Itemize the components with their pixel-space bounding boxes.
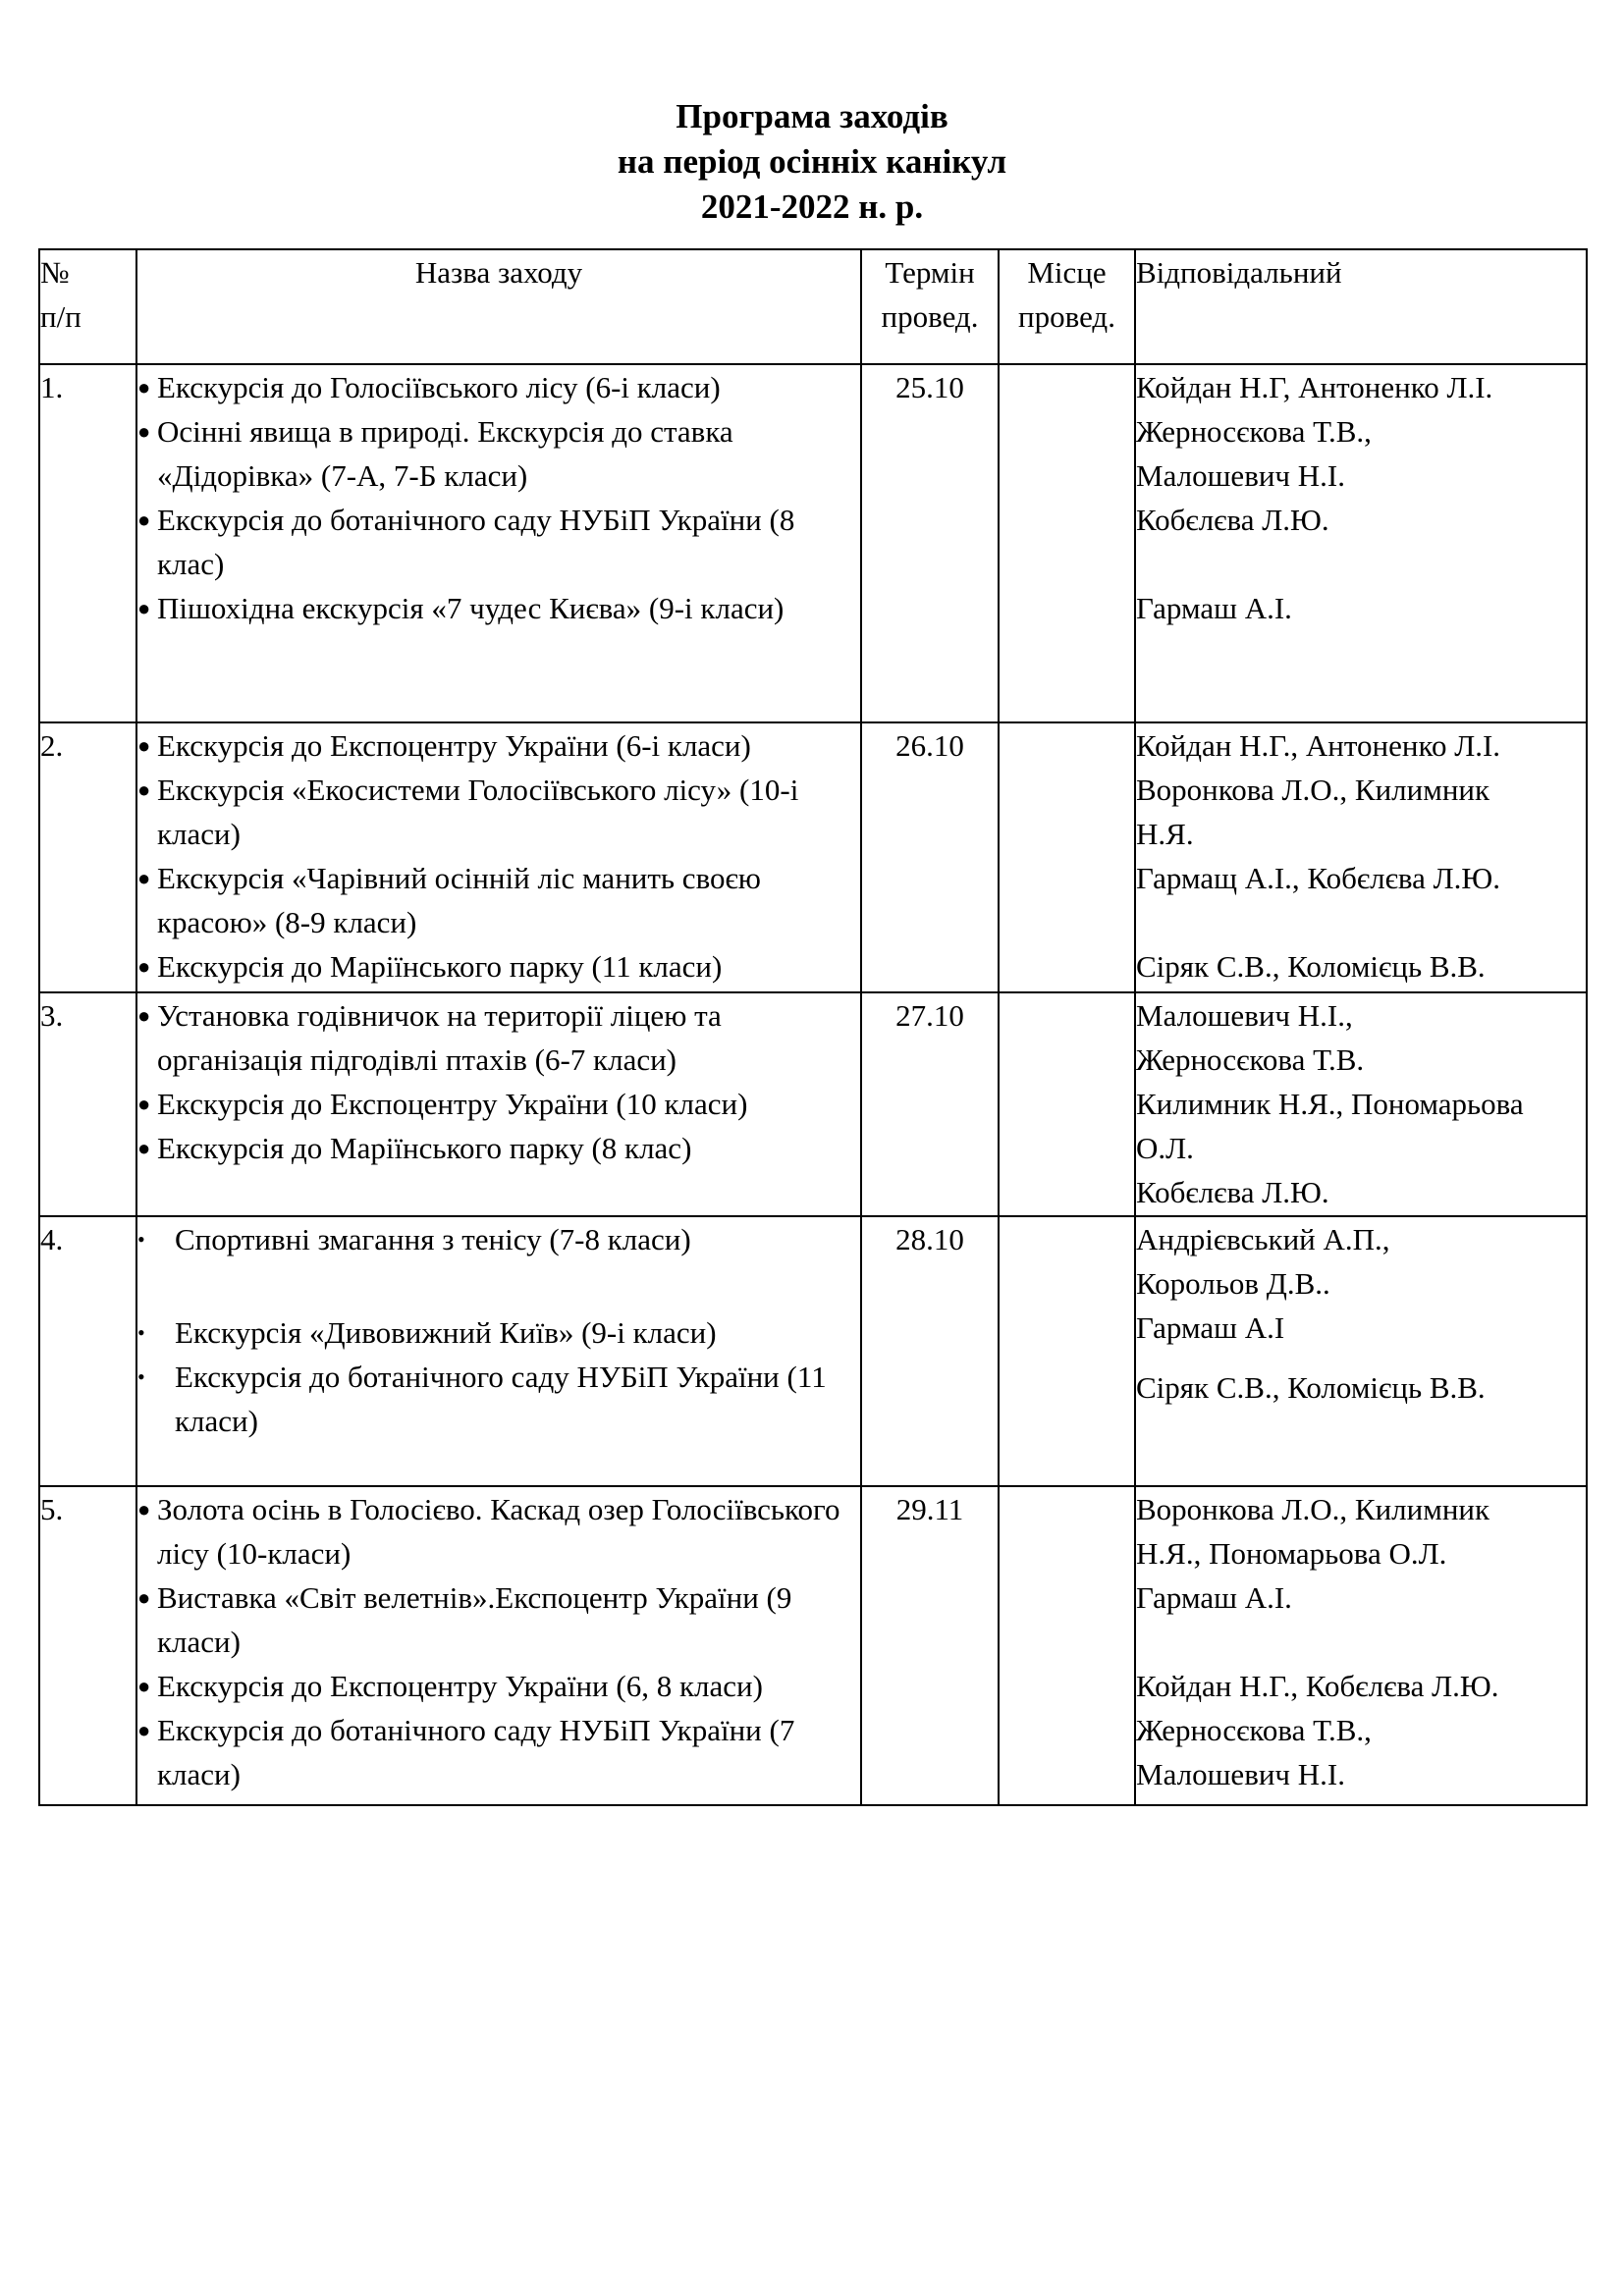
event-list-cell — [136, 992, 861, 1216]
event-list-cell — [136, 1486, 861, 1805]
responsible-line: Воронкова Л.О., Килимник — [1136, 773, 1490, 807]
list-item: ● Екскурсія до Експоцентру України (6-і класи) — [137, 723, 860, 768]
list-item: ● Осінні явища в природі. Екскурсія до ставка «Дідорівка» (7-А, 7-Б класи) — [137, 409, 860, 498]
row-number: 1. — [39, 364, 136, 722]
bullet-icon: ● — [137, 1497, 151, 1522]
event-list — [137, 1487, 860, 1796]
list-item: ● Екскурсія «Екосистеми Голосіївського лісу» (10-і класи) — [137, 768, 860, 856]
event-place — [999, 364, 1135, 722]
responsible-cell — [1135, 992, 1587, 1216]
bullet-icon: ● — [137, 1092, 151, 1116]
event-place — [999, 1216, 1135, 1486]
table-header-row — [39, 249, 1587, 364]
bullet-icon: ● — [137, 866, 151, 890]
bullet-icon: ● — [137, 1718, 151, 1742]
responsible-cell — [1135, 722, 1587, 992]
table-row — [39, 1486, 1587, 1805]
title-line-1: Програма заходів — [676, 97, 948, 135]
table-row — [39, 992, 1587, 1216]
bullet-icon: ● — [137, 1585, 151, 1610]
bullet-icon: ● — [137, 954, 151, 979]
responsible-line — [1136, 900, 1586, 944]
bullet-icon: ● — [137, 1136, 151, 1160]
responsible-line: Малошевич Н.І., — [1136, 998, 1353, 1033]
bullet-icon: ● — [137, 419, 151, 444]
event-list-cell — [136, 364, 861, 722]
event-date: 25.10 — [861, 364, 999, 722]
responsible-line: Малошевич Н.І. — [1136, 1757, 1345, 1791]
list-item: ● Екскурсія до Експоцентру України (6, 8 класи) — [137, 1664, 860, 1708]
responsible-cell — [1135, 1486, 1587, 1805]
responsible-line: Кобєлєва Л.Ю. — [1136, 1175, 1329, 1209]
title-line-3: 2021-2022 н. р. — [700, 187, 924, 226]
list-item: • Екскурсія до ботанічного саду НУБіП України (11 класи) — [137, 1355, 860, 1443]
list-item: ● Екскурсія до Маріїнського парку (8 клас) — [137, 1126, 860, 1170]
event-list-cell — [136, 1216, 861, 1486]
list-item: ● Екскурсія до ботанічного саду НУБіП України (7 класи) — [137, 1708, 860, 1796]
event-place — [999, 722, 1135, 992]
table-row — [39, 1216, 1587, 1486]
event-list — [137, 1217, 860, 1443]
event-list — [137, 365, 860, 630]
event-list — [137, 723, 860, 988]
title-line-2: на період осінніх канікул — [617, 142, 1007, 181]
bullet-icon: ● — [137, 507, 151, 532]
responsible-cell — [1135, 1216, 1587, 1486]
responsible-line: Кобєлєва Л.Ю. — [1136, 503, 1329, 537]
responsible-line: Жерносєкова Т.В. — [1136, 1042, 1365, 1077]
list-item: ● Установка годівничок на території ліцею та організація підгодівлі птахів (6-7 класи) — [137, 993, 860, 1082]
bullet-icon: ● — [137, 1003, 151, 1028]
responsible-line: Н.Я. — [1136, 817, 1194, 851]
responsible-line: О.Л. — [1136, 1131, 1194, 1165]
responsible-line: Н.Я., Пономарьова О.Л. — [1136, 1536, 1447, 1571]
responsible-line: Гармаш А.І. — [1136, 591, 1292, 625]
responsible-line: Койдан Н.Г., Кобєлєва Л.Ю. — [1136, 1669, 1499, 1703]
bullet-icon: ● — [137, 777, 151, 802]
list-item: • Спортивні змагання з тенісу (7-8 класи) — [137, 1217, 860, 1261]
responsible-line: Жерносєкова Т.В., — [1136, 414, 1372, 449]
list-item: ● Золота осінь в Голосієво. Каскад озер Голосіївського лісу (10-класи) — [137, 1487, 860, 1575]
responsible-line: Койдан Н.Г., Антоненко Л.І. — [1136, 728, 1501, 763]
responsible-line: Гармащ А.І., Кобєлєва Л.Ю. — [1136, 861, 1501, 895]
responsible-line: Сіряк С.В., Коломієць В.В. — [1136, 949, 1486, 984]
responsible-line: Сіряк С.В., Коломієць В.В. — [1136, 1370, 1486, 1405]
responsible-line — [1136, 542, 1586, 586]
event-list-cell — [136, 722, 861, 992]
header-number: № п/п — [39, 249, 136, 364]
responsible-line: Воронкова Л.О., Килимник — [1136, 1492, 1490, 1526]
list-item: ● Виставка «Світ велетнів».Експоцентр України (9 класи) — [137, 1575, 860, 1664]
header-event-name: Назва заходу — [136, 249, 861, 364]
event-place — [999, 992, 1135, 1216]
bullet-icon: ● — [137, 1674, 151, 1698]
header-place: Місце провед. — [999, 249, 1135, 364]
program-table — [38, 248, 1588, 1806]
row-number: 5. — [39, 1486, 136, 1805]
bullet-icon: ● — [137, 375, 151, 400]
list-item: • Екскурсія «Дивовижний Київ» (9-і класи) — [137, 1310, 860, 1355]
row-number: 3. — [39, 992, 136, 1216]
list-item: ● Екскурсія до ботанічного саду НУБіП України (8 клас) — [137, 498, 860, 586]
table-row — [39, 722, 1587, 992]
event-date: 28.10 — [861, 1216, 999, 1486]
responsible-line: Жерносєкова Т.В., — [1136, 1713, 1372, 1747]
responsible-line — [1136, 1620, 1586, 1664]
event-date: 27.10 — [861, 992, 999, 1216]
event-list — [137, 993, 860, 1170]
bullet-icon: ● — [137, 733, 151, 758]
header-date: Термін провед. — [861, 249, 999, 364]
event-date: 26.10 — [861, 722, 999, 992]
row-number: 2. — [39, 722, 136, 992]
bullet-icon: • — [137, 1227, 145, 1252]
bullet-icon: ● — [137, 596, 151, 620]
responsible-line: Килимник Н.Я., Пономарьова — [1136, 1087, 1524, 1121]
list-item: ● Екскурсія до Експоцентру України (10 класи) — [137, 1082, 860, 1126]
bullet-icon: • — [137, 1364, 145, 1389]
list-item: ● Пішохідна екскурсія «7 чудес Києва» (9-і класи) — [137, 586, 860, 630]
responsible-line: Малошевич Н.І. — [1136, 458, 1345, 493]
list-item: ● Екскурсія «Чарівний осінній ліс манить своєю красою» (8-9 класи) — [137, 856, 860, 944]
document-title — [0, 94, 1624, 230]
row-number: 4. — [39, 1216, 136, 1486]
header-responsible: Відповідальний — [1135, 249, 1587, 364]
responsible-line: Гармаш А.І — [1136, 1310, 1285, 1345]
bullet-icon: • — [137, 1320, 145, 1345]
responsible-line: Гармаш А.І. — [1136, 1580, 1292, 1615]
table-row — [39, 364, 1587, 722]
list-item: ● Екскурсія до Маріїнського парку (11 класи) — [137, 944, 860, 988]
responsible-cell — [1135, 364, 1587, 722]
event-place — [999, 1486, 1135, 1805]
responsible-line: Корольов Д.В.. — [1136, 1266, 1330, 1301]
event-date: 29.11 — [861, 1486, 999, 1805]
responsible-line: Андрієвський А.П., — [1136, 1222, 1390, 1256]
responsible-line: Койдан Н.Г, Антоненко Л.І. — [1136, 370, 1493, 404]
list-item: ● Екскурсія до Голосіївського лісу (6-і класи) — [137, 365, 860, 409]
